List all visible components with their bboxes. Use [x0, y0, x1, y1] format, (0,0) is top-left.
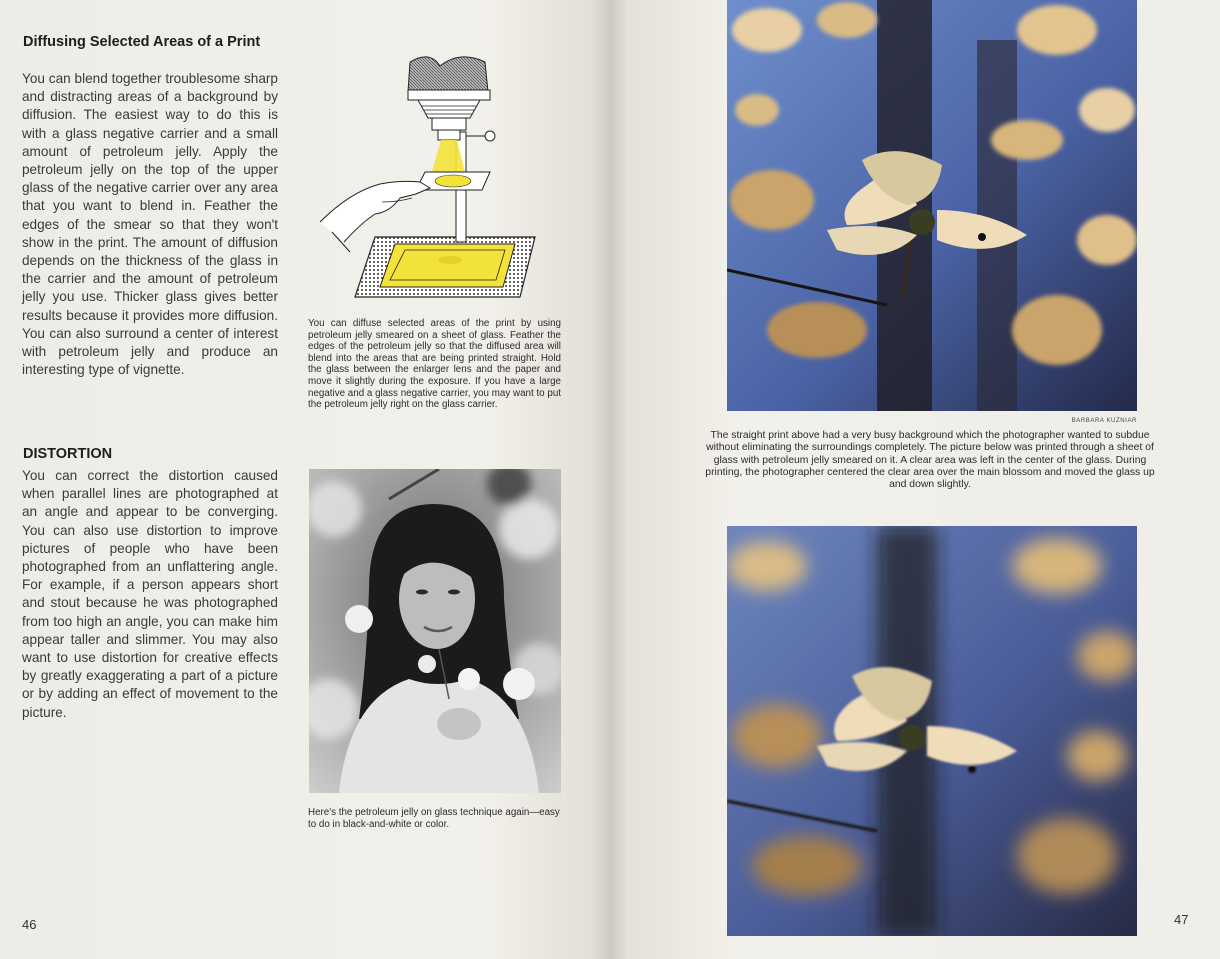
page-number-right: 47 [1174, 912, 1189, 927]
caption-comparison: The straight print above had a very busy background which the photographer wanted to subdue without eliminating the surroundings completely. The picture below was printed through a sheet of glass with petroleum jelly smeared on it. A clear area was left in the center of the glass. During printing, the photographer centered the clear area over the main blossom and moved the glass up and down slightly. [705, 430, 1155, 491]
dogwood-photo-sharp [727, 0, 1137, 411]
body-diffusing: You can blend together troublesome sharp and distracting areas of a background by diffusion. The easiest way to do this is with a glass negative carrier and a small amount of petroleum jelly. Apply the petroleum jelly on the top of the upper glass of the negative carrier over any area that you want to blend in. Feather the edges of the smear so that they won't show in the print. The amount of diffusion depends on the thickness of the glass in the carrier and the amount of petroleum jelly you use. Thicker glass gives better results because it provides more diffusion. You can also surround a center of interest with petroleum jelly and produce an interesting type of vignette. [22, 71, 278, 378]
caption-portrait: Here's the petroleum jelly on glass technique again—easy to do in black-and-white or color. [308, 807, 560, 830]
enlarger-diagram [320, 52, 542, 302]
heading-distortion: DISTORTION [23, 446, 113, 462]
right-page [610, 0, 1220, 959]
caption-diagram: You can diffuse selected areas of the print by using petroleum jelly smeared on a sheet of glass. Feather the edges of the petroleum jelly so that the diffused area will blend into the areas that are being printed straight. Hold the glass between the enlarger lens and the paper and move it slightly during the exposure. If you have a large negative and a glass negative carrier, you may want to put the petroleum jelly right on the glass carrier. [308, 318, 561, 411]
portrait-photo [309, 469, 561, 793]
body-distortion: You can correct the distortion caused when parallel lines are photographed at an angle and appear to be converging. You can also use distortion to improve pictures of people who have been photographed from an unflattering angle. For example, if a person appears short and stout because he was photographed from too high an angle, you can make him appear taller and slimmer. You may also want to use distortion for creative effects by greatly exaggerating a part of a picture or by adding an effect of movement to the picture. [22, 468, 278, 720]
photo-credit: BARBARA KUZNIAR [1071, 418, 1137, 424]
heading-diffusing: Diffusing Selected Areas of a Print [23, 34, 261, 50]
dogwood-photo-diffused [727, 526, 1137, 936]
page-number-left: 46 [22, 917, 37, 932]
